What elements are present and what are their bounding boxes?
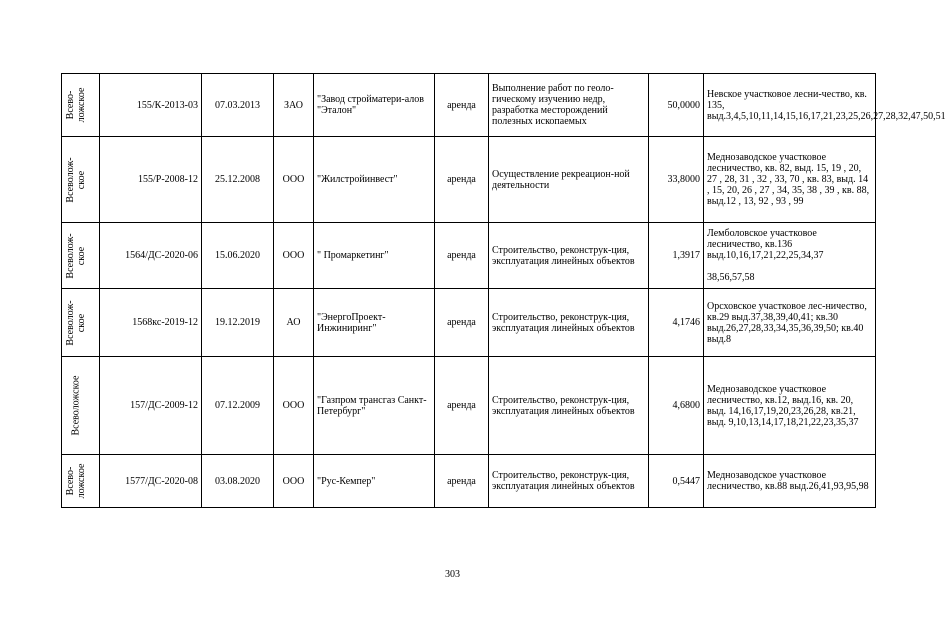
- contract-date: 07.12.2009: [202, 357, 274, 455]
- location: Невское участковое лесни-чество, кв. 135, выд.3,4,5,10,11,14,15,16,17,21,23,25,26,27,28,32,47,50,51: [704, 74, 876, 137]
- area-ha: 50,0000: [649, 74, 704, 137]
- org-type: АО: [274, 289, 314, 357]
- purpose: Строительство, реконструк-ция, эксплуатация линейных объектов: [489, 357, 649, 455]
- table-row: [62, 289, 876, 357]
- use-type: аренда: [435, 74, 489, 137]
- purpose: Выполнение работ по геоло-гическому изучению недр, разработка месторождений полезных ископаемых: [489, 74, 649, 137]
- table-row: [62, 223, 876, 289]
- contract-date: 25.12.2008: [202, 137, 274, 223]
- organization-name: "Жилстройинвест": [314, 137, 435, 223]
- purpose: Строительство, реконструк-ция, эксплуатация линейных объектов: [489, 455, 649, 508]
- use-type: аренда: [435, 357, 489, 455]
- purpose: Строительство, реконструк-ция, эксплуатация линейных объектов: [489, 289, 649, 357]
- district-cell: Всево- ложское: [62, 455, 100, 508]
- contract-date: 15.06.2020: [202, 223, 274, 289]
- use-type: аренда: [435, 289, 489, 357]
- page-number: 303: [445, 569, 460, 580]
- land-lease-table: [61, 73, 946, 508]
- contract-number: 1577/ДС-2020-08: [100, 455, 202, 508]
- organization-name: " Промаркетинг": [314, 223, 435, 289]
- org-type: ООО: [274, 455, 314, 508]
- contract-number: 155/К-2013-03: [100, 74, 202, 137]
- table-row: [62, 74, 876, 137]
- location: Меднозаводское участковое лесничество, кв.12, выд.16, кв. 20, выд. 14,16,17,19,20,23,26,28, кв.21, выд. 9,10,13,14,17,18,21,22,23,35,37: [704, 357, 876, 455]
- contract-date: 03.08.2020: [202, 455, 274, 508]
- location: Орсховское участковое лес-ничество, кв.29 выд.37,38,39,40,41; кв.30 выд.26,27,28,33,34,35,36,39,50; кв.40 выд.8: [704, 289, 876, 357]
- contract-number: 1568кс-2019-12: [100, 289, 202, 357]
- use-type: аренда: [435, 137, 489, 223]
- org-type: ООО: [274, 137, 314, 223]
- contract-date: 07.03.2013: [202, 74, 274, 137]
- location: Меднозаводское участковое лесничество, кв. 82, выд. 15, 19 , 20, 27 , 28, 31 , 32 , 33, 70 , кв. 83, выд. 14 , 15, 20, 26 , 27 , 34, 35, 38 , 39 , кв. 88, выд.12 , 13, 92 , 93 , 99: [704, 137, 876, 223]
- use-type: аренда: [435, 455, 489, 508]
- org-type: ООО: [274, 223, 314, 289]
- district-cell: Всеволожское: [62, 357, 100, 455]
- district-cell: Всево- ложское: [62, 74, 100, 137]
- purpose: Осуществление рекреацион-ной деятельности: [489, 137, 649, 223]
- district-cell: Всеволож- ское: [62, 223, 100, 289]
- contract-number: 157/ДС-2009-12: [100, 357, 202, 455]
- contract-date: 19.12.2019: [202, 289, 274, 357]
- district-cell: Всеволож- ское: [62, 137, 100, 223]
- district-cell: Всеволож- ское: [62, 289, 100, 357]
- organization-name: "Рус-Кемпер": [314, 455, 435, 508]
- contract-number: 155/Р-2008-12: [100, 137, 202, 223]
- table-row: [62, 137, 876, 223]
- location: Лемболовское участковое лесничество, кв.136 выд.10,16,17,21,22,25,34,37 38,56,57,58: [704, 223, 876, 289]
- area-ha: 33,8000: [649, 137, 704, 223]
- area-ha: 4,1746: [649, 289, 704, 357]
- org-type: ЗАО: [274, 74, 314, 137]
- purpose: Строительство, реконструк-ция, эксплуатация линейных объектов: [489, 223, 649, 289]
- location: Меднозаводское участковое лесничество, кв.88 выд.26,41,93,95,98: [704, 455, 876, 508]
- area-ha: 1,3917: [649, 223, 704, 289]
- organization-name: "Газпром трансгаз Санкт-Петербург": [314, 357, 435, 455]
- org-type: ООО: [274, 357, 314, 455]
- organization-name: "ЭнергоПроект-Инжиниринг": [314, 289, 435, 357]
- table-row: [62, 455, 876, 508]
- use-type: аренда: [435, 223, 489, 289]
- area-ha: 4,6800: [649, 357, 704, 455]
- table-row: [62, 357, 876, 455]
- organization-name: "Завод стройматери-алов "Эталон": [314, 74, 435, 137]
- contract-number: 1564/ДС-2020-06: [100, 223, 202, 289]
- area-ha: 0,5447: [649, 455, 704, 508]
